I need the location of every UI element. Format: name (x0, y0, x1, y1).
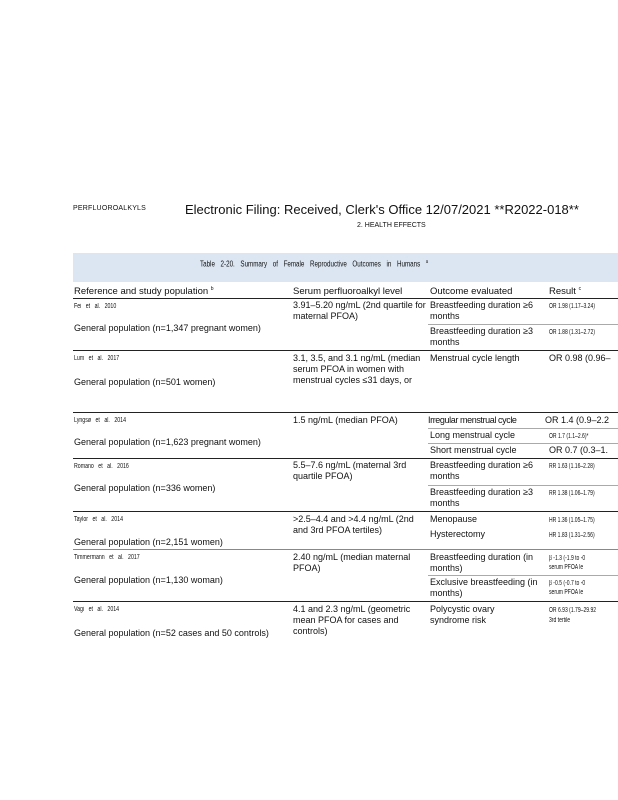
row-result: HR 1.36 (1.05–1.75) (549, 517, 595, 524)
row-population: General population (n=52 cases and 50 controls) (74, 628, 269, 638)
row-rule (73, 458, 618, 459)
row-result-note: 3rd tertile (549, 617, 571, 624)
row-result: OR 1.88 (1.31–2.72) (549, 329, 595, 336)
subrow-rule (428, 428, 618, 429)
row-outcome: Short menstrual cycle (430, 445, 517, 455)
row-citation: Lyngsø et al. 2014 (74, 417, 127, 424)
row-population: General population (n=1,623 pregnant women) (74, 437, 261, 447)
row-outcome: Menopause (430, 514, 478, 524)
row-rule (73, 511, 618, 512)
row-serum-level: 3.91–5.20 ng/mL (2nd quartile for maternal PFOA) (293, 300, 426, 321)
row-outcome: Breastfeeding duration ≥3 months (430, 326, 534, 347)
row-outcome: Menstrual cycle length (430, 353, 520, 363)
row-result: OR 0.7 (0.3–1. (549, 445, 609, 455)
row-serum-level: >2.5–4.4 and >4.4 ng/mL (2nd and 3rd PFOA tertiles) (293, 514, 414, 535)
row-result: OR 1.7 (1.1–2.6)* (549, 433, 589, 440)
row-citation: Timmermann et al. 2017 (74, 554, 140, 561)
table-caption: Table 2-20. Summary of Female Reproductive Outcomes in Humans $^a$ (200, 259, 429, 269)
row-result-note: serum PFOA le (549, 589, 584, 596)
row-rule (73, 350, 618, 351)
row-serum-level: 4.1 and 2.3 ng/mL (geometric mean PFOA for cases and controls) (293, 604, 411, 636)
row-result: β -1.3 (-1.9 to -0 (549, 555, 586, 562)
row-result: OR 1.4 (0.9–2.2 (545, 415, 610, 425)
subrow-rule (428, 324, 618, 325)
header-outcome: Outcome evaluated (430, 286, 513, 297)
row-result: OR 0.98 (0.96– (549, 353, 611, 363)
caption-footnote-mark: a (425, 259, 429, 265)
row-population: General population (n=336 women) (74, 483, 216, 493)
header-rule (73, 298, 618, 299)
subrow-rule (428, 443, 618, 444)
subrow-rule (428, 575, 618, 576)
row-rule (73, 549, 618, 550)
row-result: HR 1.83 (1.31–2.56) (549, 532, 595, 539)
row-rule (73, 601, 618, 602)
section-title: 2. HEALTH EFFECTS (357, 222, 426, 229)
row-result: OR 6.93 (1.79–29.92 (549, 607, 597, 614)
row-outcome: Breastfeeding duration ≥3 months (430, 487, 534, 508)
row-citation: Vagi et al. 2014 (74, 606, 120, 613)
running-head: PERFLUOROALKYLS (73, 205, 147, 212)
row-citation: Fei et al. 2010 (74, 303, 117, 310)
header-reference: Reference and study population $^b$ (74, 286, 214, 298)
row-citation: Taylor et al. 2014 (74, 516, 123, 523)
row-result: β -0.5 (-0.7 to -0 (549, 580, 586, 587)
row-serum-level: 2.40 ng/mL (median maternal PFOA) (293, 552, 411, 573)
row-outcome: Breastfeeding duration (in months) (430, 552, 534, 573)
row-result: RR 1.63 (1.16–2.28) (549, 463, 595, 470)
row-outcome: Polycystic ovary syndrome risk (430, 604, 495, 625)
row-result: OR 1.98 (1.17–3.24) (549, 303, 595, 310)
row-population: General population (n=1,130 woman) (74, 575, 223, 585)
header-result: Result $^c$ (549, 286, 582, 298)
row-citation: Romano et al. 2016 (74, 463, 129, 470)
row-result-note: serum PFOA le (549, 564, 584, 571)
row-outcome: Irregular menstrual cycle (428, 415, 517, 425)
row-rule (73, 412, 618, 413)
row-outcome: Long menstrual cycle (430, 430, 516, 440)
row-serum-level: 3.1, 3.5, and 3.1 ng/mL (median serum PFOA in women with menstrual cycles ≤31 days, or (293, 353, 421, 385)
row-serum-level: 1.5 ng/mL (median PFOA) (293, 415, 398, 425)
row-outcome: Breastfeeding duration ≥6 months (430, 460, 534, 481)
filing-stamp: Electronic Filing: Received, Clerk's Office 12/07/2021 **R2022-018** (185, 202, 579, 217)
row-serum-level: 5.5–7.6 ng/mL (maternal 3rd quartile PFOA) (293, 460, 407, 481)
row-result: RR 1.38 (1.06–1.79) (549, 490, 595, 497)
row-citation: Lum et al. 2017 (74, 355, 120, 362)
subrow-rule (428, 485, 618, 486)
row-outcome: Exclusive breastfeeding (in months) (430, 577, 538, 598)
row-population: General population (n=501 women) (74, 377, 216, 387)
header-serum-level: Serum perfluoroalkyl level (293, 286, 403, 297)
row-outcome: Hysterectomy (430, 529, 486, 539)
row-population: General population (n=1,347 pregnant women) (74, 323, 261, 333)
row-outcome: Breastfeeding duration ≥6 months (430, 300, 534, 321)
row-population: General population (n=2,151 women) (74, 537, 223, 547)
